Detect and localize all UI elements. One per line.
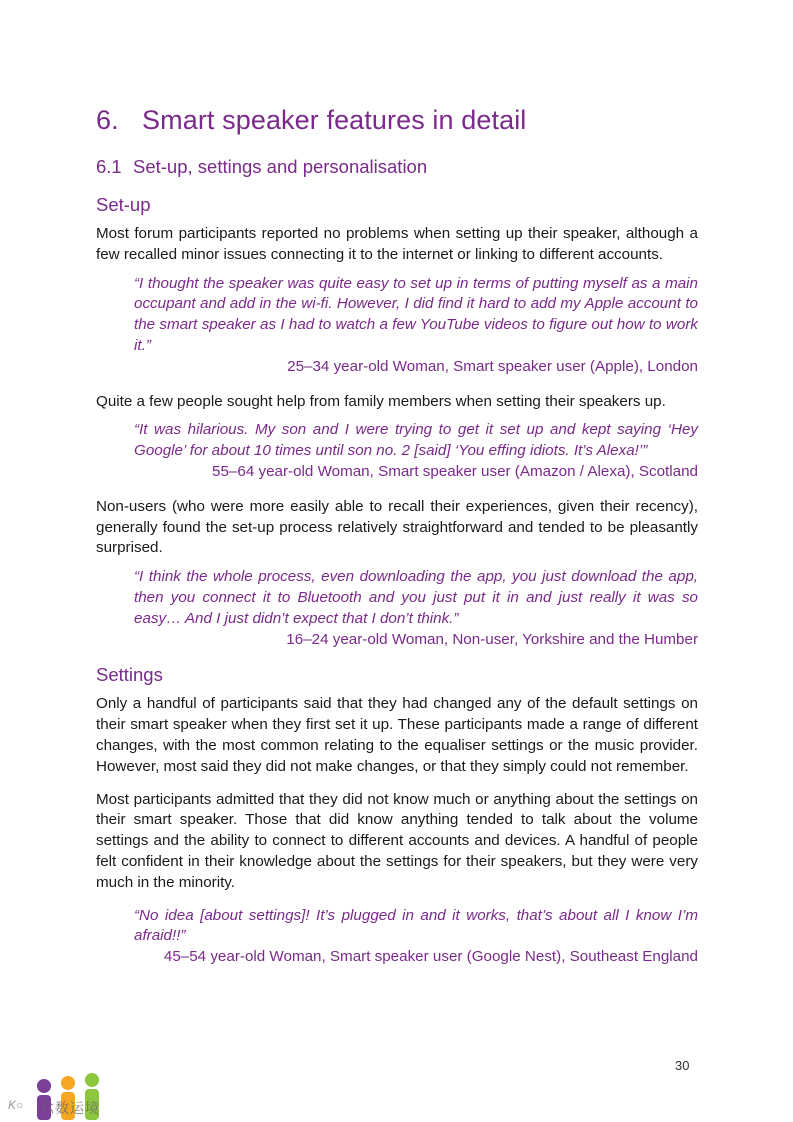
setup-quote-1 <box>134 274 698 378</box>
quote-attribution: 25–34 year-old Woman, Smart speaker user (Apple), London <box>287 357 698 375</box>
settings-paragraph-1: Only a handful of participants said that they had changed any of the default settings on their smart speaker when they first set it up. These participants made a range of different changes, with the most common relating to the equaliser settings or the music provider. However, most said they did not make changes, or that they simply could not remember. <box>96 695 698 775</box>
quote-text: “It was hilarious. My son and I were trying to get it set up and kept saying ‘Hey Google’ for about 10 times until son no. 2 [said] ‘You effing idiots. It’s Alexa!’” <box>134 421 698 460</box>
section-title: Smart speaker features in detail <box>142 105 527 135</box>
subsection-number: 6.1 <box>96 156 122 177</box>
setup-quote-3 <box>134 567 698 650</box>
settings-quote-1 <box>134 906 698 968</box>
subsection-heading <box>96 156 698 178</box>
subsection-title: Set-up, settings and personalisation <box>133 156 428 177</box>
page-content <box>96 105 698 982</box>
quote-attribution: 45–54 year-old Woman, Smart speaker user (Google Nest), Southeast England <box>163 948 698 966</box>
settings-heading: Settings <box>96 664 163 686</box>
section-number: 6. <box>96 105 119 135</box>
quote-attribution: 55–64 year-old Woman, Smart speaker user (Amazon / Alexa), Scotland <box>212 462 698 480</box>
quote-text: “No idea [about settings]! It’s plugged in and it works, that’s about all I know I’m afraid!!” <box>134 906 698 945</box>
watermark-mark-icon: K○ <box>8 1098 24 1112</box>
setup-paragraph-1: Most forum participants reported no problems when setting up their speaker, although a few recalled minor issues connecting it to the internet or linking to different accounts. <box>96 225 698 263</box>
page-number: 30 <box>675 1058 690 1073</box>
setup-quote-2 <box>134 420 698 482</box>
quote-text: “I thought the speaker was quite easy to set up in terms of putting myself as a main occupant and add in the wi-fi. However, I did find it hard to add my Apple account to the smart speaker as I had to watch a few YouTube videos to figure out how to work it.” <box>134 274 698 354</box>
setup-paragraph-2: Quite a few people sought help from family members when setting their speakers up. <box>96 392 666 410</box>
setup-paragraph-3: Non-users (who were more easily able to recall their experiences, given their recency), generally found the set-up process relatively straightforward and tended to be pleasantly surprised. <box>96 497 698 557</box>
quote-text: “I think the whole process, even downloading the app, you just download the app, then you connect it to Bluetooth and you just put it in and just really it was so easy… And I just didn’t expect that I don’t think.” <box>134 568 698 627</box>
setup-heading: Set-up <box>96 194 151 215</box>
watermark-text: 六数运境 <box>40 1100 100 1116</box>
settings-paragraph-2: Most participants admitted that they did not know much or anything about the settings on their smart speaker. Those that did know anything tended to talk about the volume settings and the ability to connect to different accounts and devices. A handful of people felt confident in their knowledge about the settings for their speakers, but they were very much in the minority. <box>96 790 698 891</box>
quote-attribution: 16–24 year-old Woman, Non-user, Yorkshire and the Humber <box>286 630 698 648</box>
section-heading <box>96 105 698 136</box>
